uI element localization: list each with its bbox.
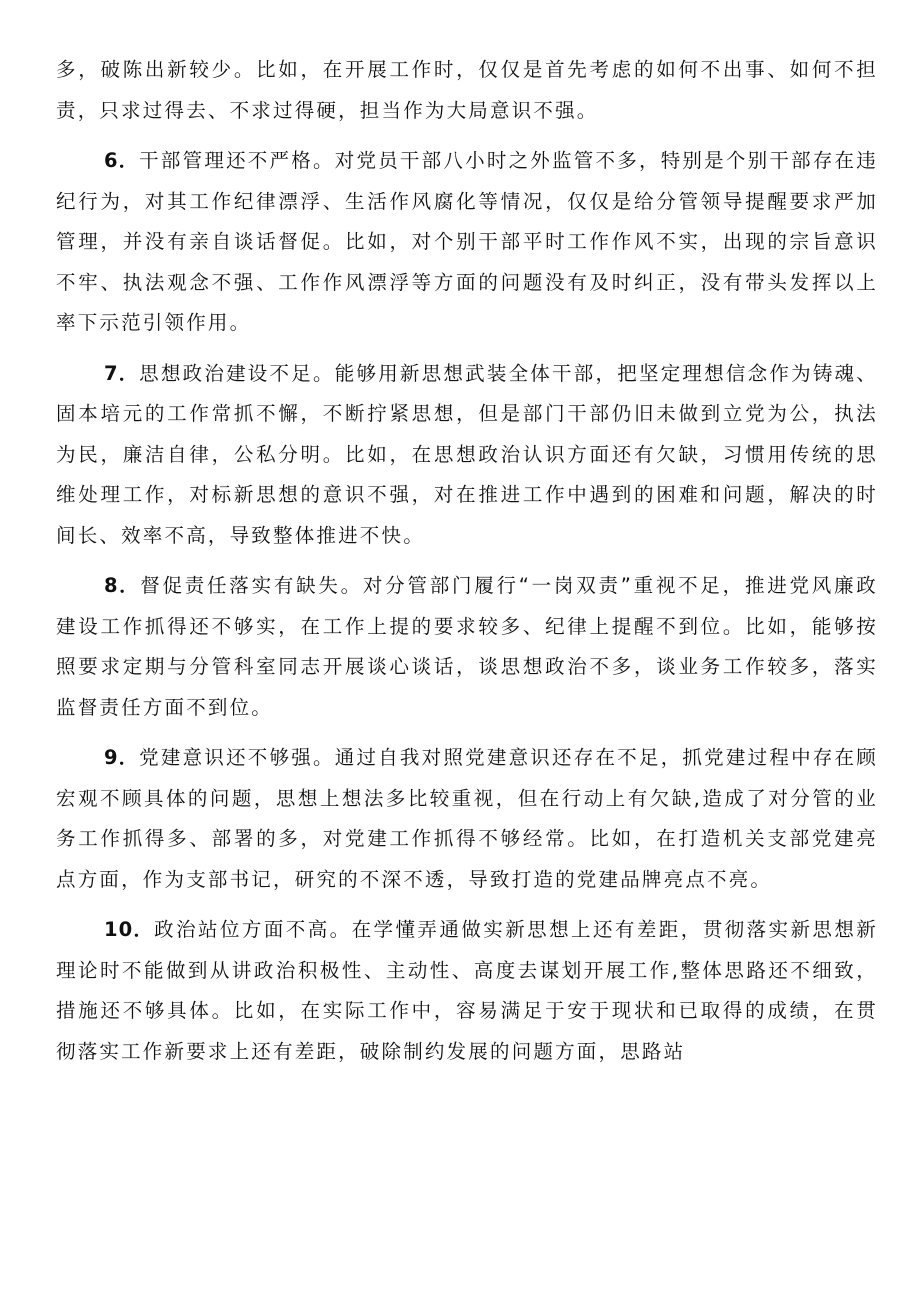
item-paragraph-9 bbox=[56, 738, 878, 900]
continuation-paragraph: 多，破陈出新较少。比如，在开展工作时，仅仅是首先考虑的如何不出事、如何不担责，只求过得去、不求过得硬，担当作为大局意识不强。 bbox=[56, 58, 878, 122]
item-number: 10． bbox=[104, 918, 155, 941]
item-text: 督促责任落实有缺失。对分管部门履行“一岗双责”重视不足，推进党风廉政建设工作抓得还不够实，在工作上提的要求较多、纪律上提醒不到位。比如，能够按照要求定期与分管科室同志开展谈心谈话，谈思想政治不多，谈业务工作较多，落实监督责任方面不到位。 bbox=[56, 574, 878, 719]
item-paragraph-10 bbox=[56, 910, 878, 1072]
paragraph-gap bbox=[56, 728, 878, 738]
item-text: 党建意识还不够强。通过自我对照党建意识还存在不足，抓党建过程中存在顾宏观不顾具体的问题，思想上想法多比较重视，但在行动上有欠缺,造成了对分管的业务工作抓得多、部署的多，对党建工作抓得不够经常。比如，在打造机关支部党建亮点方面，作为支部书记，研究的不深不透，导致打造的党建品牌亮点不亮。 bbox=[56, 746, 878, 891]
item-text: 干部管理还不严格。对党员干部八小时之外监管不多，特别是个别干部存在违纪行为，对其工作纪律漂浮、生活作风腐化等情况，仅仅是给分管领导提醒要求严加管理，并没有亲自谈话督促。比如，对个别干部平时工作作风不实，出现的宗旨意识不牢、执法观念不强、工作作风漂浮等方面的问题没有及时纠正，没有带头发挥以上率下示范引领作用。 bbox=[56, 149, 878, 334]
paragraph-gap bbox=[56, 344, 878, 354]
item-number: 8． bbox=[104, 574, 141, 597]
item-number: 7． bbox=[104, 361, 140, 385]
paragraph-gap bbox=[56, 556, 878, 566]
item-paragraph-8 bbox=[56, 566, 878, 728]
item-number: 9． bbox=[104, 746, 140, 769]
item-text: 思想政治建设不足。能够用新思想武装全体干部，把坚定理想信念作为铸魂、固本培元的工作常抓不懈，不断拧紧思想，但是部门干部仍旧未做到立党为公，执法为民，廉洁自律，公私分明。比如，在思想政治认识方面还有欠缺，习惯用传统的思维处理工作，对标新思想的意识不强，对在推进工作中遇到的困难和问题，解决的时间长、效率不高，导致整体推进不快。 bbox=[56, 361, 878, 547]
paragraph-gap bbox=[56, 131, 878, 141]
item-number: 6． bbox=[104, 149, 140, 172]
document-page bbox=[56, 50, 878, 1072]
paragraph-gap bbox=[56, 900, 878, 910]
item-paragraph-7 bbox=[56, 354, 878, 557]
item-text: 政治站位方面不高。在学懂弄通做实新思想上还有差距，贯彻落实新思想新理论时不能做到从讲政治积极性、主动性、高度去谋划开展工作,整体思路还不细致，措施还不够具体。比如，在实际工作中，容易满足于安于现状和已取得的成绩，在贯彻落实工作新要求上还有差距，破除制约发展的问题方面，思路站 bbox=[56, 918, 878, 1063]
item-paragraph-6 bbox=[56, 141, 878, 344]
